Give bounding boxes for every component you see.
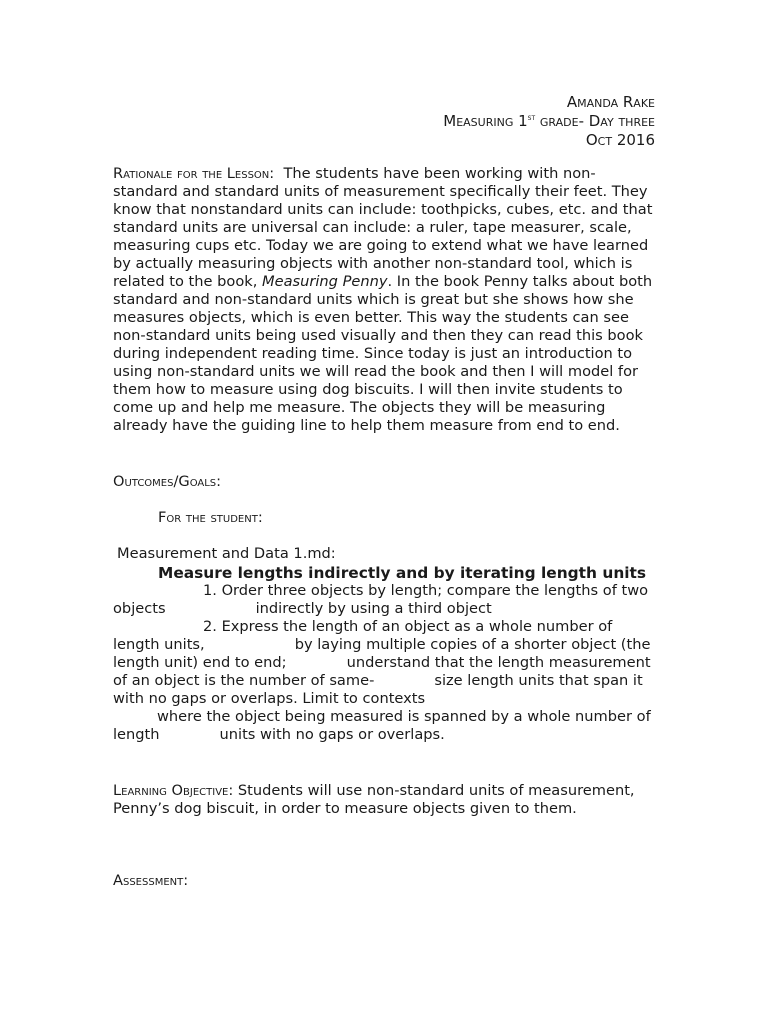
objective-section [113,782,658,818]
document-header [443,93,655,150]
item-1-text-b: indirectly by using a third object [255,600,492,617]
item-2-text-d: size length units that span it with no gaps or overlaps. Limit to contexts [113,672,643,707]
lesson-date: Oct 2016 [585,131,655,149]
standard-code: Measurement and Data 1.md: [117,545,336,562]
book-title: Measuring Penny [262,273,388,290]
item-2 [113,618,658,708]
author-name: Amanda Rake [566,93,655,111]
outcomes-heading-line: Outcomes/Goals: [113,473,222,490]
title-superscript: st [527,113,536,122]
objective-paragraph: Learning Objective: Students will use non-standard units of measurement, Penny’s dog biscuit, in order to measure objects given to them. [113,782,635,817]
for-student-line: For the student: [158,509,263,526]
standard-items [113,582,658,744]
rationale-heading: Rationale for the Lesson [113,165,270,182]
item-2-continued [113,708,658,744]
item-2-text-b: by laying multiple copies of a shorter object (the length unit) end to end; [113,636,651,671]
item-2-text-e: where the object being measured is spanned by a whole number of length [113,708,651,743]
item-1 [113,582,658,618]
title-prefix: Measuring 1 [443,112,528,130]
item-2-text-f: units with no gaps or overlaps. [219,726,445,743]
objective-text: Students will use non-standard units of measurement, Penny’s dog biscuit, in order to measure objects given to them. [113,782,635,817]
rationale-section [113,165,658,435]
standard-line [117,545,662,563]
title-suffix: grade- Day three [535,112,655,130]
objective-heading: Learning Objective [113,782,229,799]
rationale-paragraph: Rationale for the Lesson: The students have been working with non-standard and standard units of measurement specifically their feet. They know that nonstandard units can include: toothpicks, cubes, etc. and that standard units are universal can include: a ruler, tape measurer, scale, measuring cups etc. Today we are going to extend what we have learned by actually measuring objects with another non-standard tool, which is related to the book, Measuring Penny. In the book Penny talks about both standard and non-standard units which is great but she shows how she measures objects, which is even better. This way the students can see non-standard units being used visually and then they can read this book during independent reading time. Since today is just an introduction to using non-standard units we will read the book and then I will model for them how to measure using dog biscuits. I will then invite students to come up and help me measure. The objects they will be measuring already have the guiding line to help them measure from end to end. [113,165,653,434]
assessment-heading: Assessment [113,872,184,889]
lesson-title [443,112,655,131]
item-1-text-a: 1. Order three objects by length; compare the lengths of two objects [113,582,649,617]
standard-title: Measure lengths indirectly and by iterating length units [158,564,647,582]
item-2-text-c: understand that the length measurement of an object is the number of same- [113,654,651,689]
outcomes-heading: Outcomes/Goals [113,473,217,490]
rationale-text-1: The students have been working with non-standard and standard units of measurement specifically their feet. They know that nonstandard units can include: toothpicks, cubes, etc. and that standard units are universal can include: a ruler, tape measurer, scale, measuring cups etc. Today we are going to extend what we have learned by actually measuring objects with another non-standard tool, which is related to the book, [113,165,653,290]
item-2-text-a: 2. Express the length of an object as a whole number of length units, [113,618,613,653]
rationale-text-2: . In the book Penny talks about both standard and non-standard units which is great but she shows how she measures objects, which is even better. This way the students can see non-standard units being used visually and then they can read this book during independent reading time. Since today is just an introduction to using non-standard units we will read the book and then I will model for them how to measure using dog biscuits. I will then invite students to come up and help me measure. The objects they will be measuring already have the guiding line to help them measure from end to end. [113,273,653,434]
assessment-section: Assessment: [113,872,189,889]
for-student-heading: For the student [158,509,258,526]
standard-title-line [158,564,678,582]
